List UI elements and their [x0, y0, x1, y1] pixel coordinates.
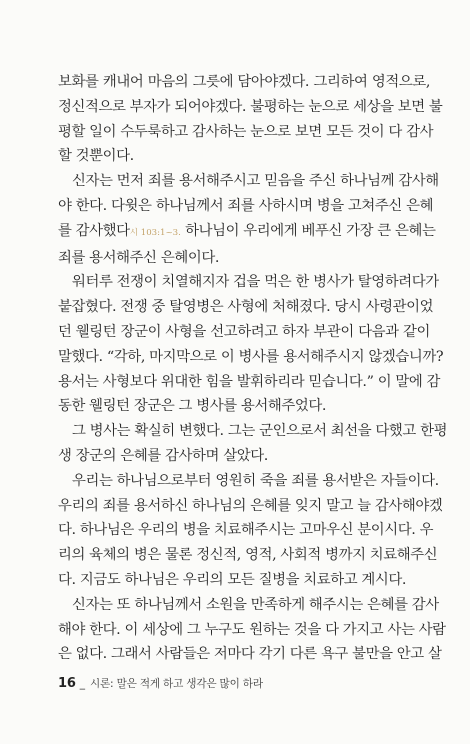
- text-line: 평할 일이 수두룩하고 감사하는 눈으로 보면 모든 것이 다 감사: [58, 123, 434, 140]
- text-line: 동한 웰링턴 장군은 그 병사를 용서해주었다.: [58, 398, 327, 415]
- text-line: 해야 한다. 이 세상에 그 누구도 원하는 것을 다 가지고 사는 사람: [58, 621, 446, 638]
- text-line: 할 것뿐이다.: [58, 148, 134, 165]
- text-line: 은 없다. 그래서 사람들은 저마다 각기 다른 욕구 불만을 안고 살: [58, 646, 442, 663]
- text-segment: 하나님이 우리에게 베푸신 가장 큰 은혜는: [185, 222, 436, 239]
- text-line: 다. 지금도 하나님은 우리의 모든 질병을 치료하고 계시다.: [58, 571, 407, 588]
- text-line: 생 장군의 은혜를 감사하며 살았다.: [58, 447, 268, 464]
- text-line: 용서는 사형보다 위대한 힘을 발휘하리라 믿습니다.” 이 말에 감: [58, 373, 441, 390]
- running-title: 시론: 말은 적게 하고 생각은 많이 하라: [89, 678, 263, 690]
- text-line: 신자는 또 하나님께서 소원을 만족하게 해주시는 은혜를 감사: [72, 596, 439, 613]
- text-line-with-reference: [58, 219, 436, 246]
- text-line: 말했다. “각하, 마지막으로 이 병사를 용서해주시지 않겠습니까?: [58, 348, 444, 365]
- page-footer: [58, 676, 263, 691]
- text-line: 보화를 캐내어 마음의 그릇에 담아야겠다. 그리하여 영적으로,: [58, 74, 430, 90]
- text-line: 워터루 전쟁이 치열해지자 겁을 먹은 한 병사가 탈영하려다가: [72, 274, 439, 291]
- text-line: 우리는 하나님으로부터 영원히 죽을 죄를 용서받은 자들이다.: [72, 472, 439, 489]
- text-segment: 를 감사했다: [58, 222, 130, 239]
- paragraph-3: [58, 270, 444, 419]
- paragraph-5: [58, 469, 443, 593]
- text-line: 정신적으로 부자가 되어야겠다. 불평하는 눈으로 세상을 보면 불: [58, 98, 443, 115]
- text-line: 다. 하나님은 우리의 병을 치료해주시는 고마우신 분이시다. 우: [58, 522, 434, 539]
- text-line: 붙잡혔다. 전쟁 중 탈영병은 사형에 처해졌다. 당시 사령관이었: [58, 299, 434, 316]
- text-line: 그 병사는 확실히 변했다. 그는 군인으로서 최선을 다했고 한평: [72, 423, 448, 440]
- text-line: 던 웰링턴 장군이 사형을 선고하려고 하자 부관이 다음과 같이: [58, 323, 430, 340]
- footer-separator: _: [79, 678, 85, 690]
- page-number: 16: [58, 676, 76, 691]
- text-line: 신자는 먼저 죄를 용서해주시고 믿음을 주신 하나님께 감사해: [72, 173, 439, 190]
- text-line: 리의 육체의 병은 물론 정신적, 영적, 사회적 병까지 치료해주신: [58, 547, 438, 564]
- text-line: 죄를 용서해주신 은혜이다.: [58, 249, 220, 266]
- text-line: 야 한다. 다윗은 하나님께서 죄를 사하시며 병을 고쳐주신 은혜: [58, 197, 434, 214]
- paragraph-2: [58, 169, 439, 270]
- paragraph-1: [58, 70, 443, 169]
- text-line: 우리의 죄를 용서하신 하나님의 은혜를 잊지 말고 늘 감사해야겠: [58, 497, 443, 514]
- paragraph-4: [58, 419, 448, 469]
- scripture-reference: 시 103:1~3.: [129, 227, 181, 238]
- page-body: [58, 70, 448, 667]
- paragraph-6: [58, 593, 446, 667]
